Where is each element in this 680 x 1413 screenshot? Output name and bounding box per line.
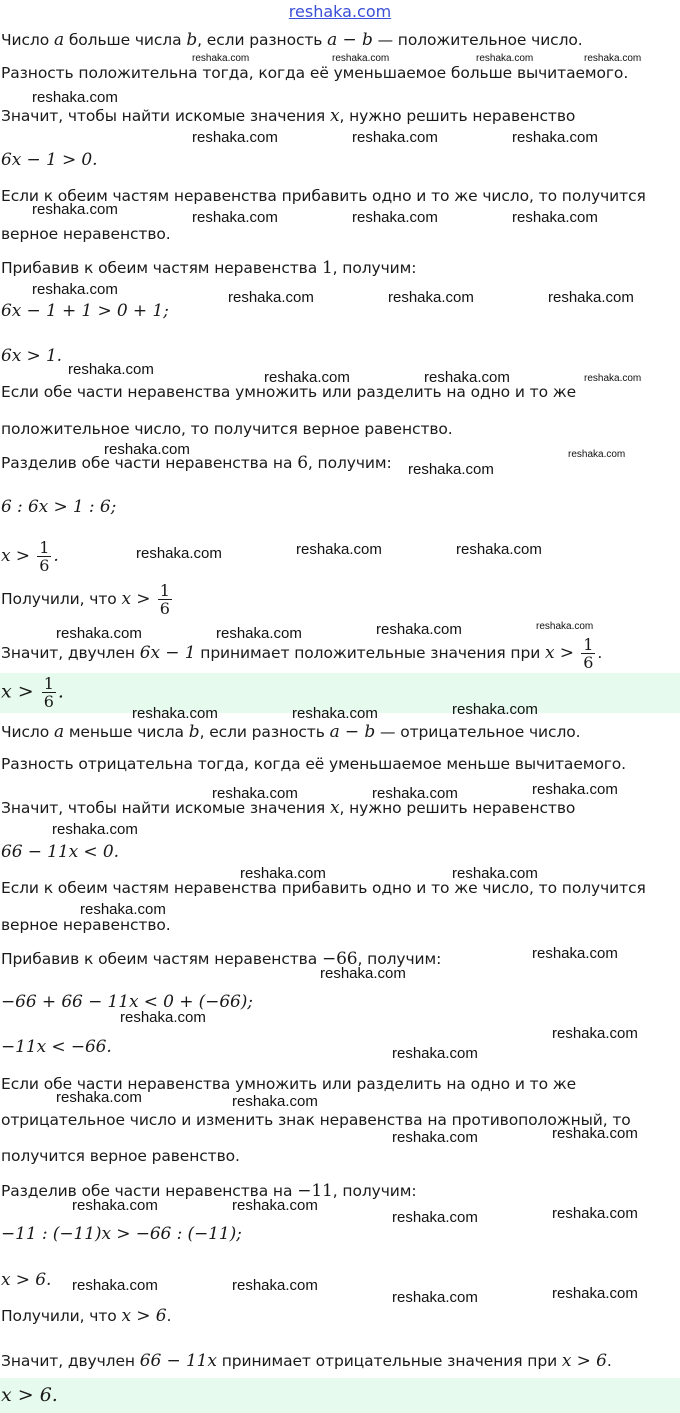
math-var: 6 (297, 453, 308, 473)
watermark: reshaka.com (120, 1009, 206, 1026)
math-text: . (53, 546, 59, 566)
text: Число (1, 31, 54, 49)
watermark: reshaka.com (372, 785, 458, 802)
watermark: reshaka.com (584, 373, 642, 384)
text-line: отрицательное число и изменить знак неравенства на противоположный, то (1, 1111, 631, 1129)
math-expr: x > 6 (121, 1306, 167, 1326)
text: больше числа (64, 31, 187, 49)
watermark: reshaka.com (292, 705, 378, 722)
site-header-link[interactable]: reshaka.com (288, 2, 392, 21)
watermark: reshaka.com (212, 785, 298, 802)
text-line (1, 106, 575, 126)
text-line (1, 1306, 171, 1326)
text-line (1, 722, 580, 742)
text-line (1, 580, 174, 618)
math-var: b (188, 722, 200, 742)
text: . (166, 1307, 172, 1325)
text: . (597, 644, 603, 662)
fraction (158, 582, 172, 617)
text-line: Если обе части неравенства умножить или разделить на одно и то же (1, 1075, 577, 1093)
text-line (1, 453, 392, 473)
watermark: reshaka.com (452, 865, 538, 882)
watermark: reshaka.com (408, 461, 494, 478)
text-line: верное неравенство. (1, 916, 171, 934)
watermark: reshaka.com (548, 289, 634, 306)
watermark: reshaka.com (320, 965, 406, 982)
watermark: reshaka.com (240, 865, 326, 882)
fraction-denominator: 6 (159, 599, 170, 618)
watermark: reshaka.com (456, 541, 542, 558)
math-line (1, 537, 59, 575)
text: , получим: (357, 950, 442, 968)
text-line: Разность отрицательна тогда, когда её уменьшаемое меньше вычитаемого. (1, 755, 626, 773)
watermark: reshaka.com (72, 1277, 158, 1294)
watermark: reshaka.com (232, 1197, 318, 1214)
text: Число (1, 723, 54, 741)
answer-math: x > (1, 680, 40, 703)
text-line: Если обе части неравенства умножить или разделить на одно и то же (1, 383, 577, 401)
watermark: reshaka.com (536, 621, 594, 632)
watermark: reshaka.com (376, 621, 462, 638)
watermark: reshaka.com (32, 201, 118, 218)
watermark: reshaka.com (136, 545, 222, 562)
text: , получим: (332, 1182, 417, 1200)
text: , нужно решить неравенство (339, 107, 576, 125)
math-expr: x > (545, 643, 580, 663)
watermark: reshaka.com (264, 369, 350, 386)
watermark: reshaka.com (32, 281, 118, 298)
math-var: −11 (297, 1181, 333, 1201)
watermark: reshaka.com (392, 1045, 478, 1062)
text-line (1, 1351, 612, 1371)
text-line (1, 30, 583, 50)
fraction-numerator: 1 (39, 538, 50, 557)
text-line: положительное число, то получится верное равенство. (1, 420, 453, 438)
text-line: Разность положительна тогда, когда её уменьшаемое больше вычитаемого. (1, 64, 629, 82)
watermark: reshaka.com (392, 1289, 478, 1306)
text: Значит, чтобы найти искомые значения (1, 107, 330, 125)
text: Значит, двучлен (1, 644, 140, 662)
math-expr: a − b (329, 722, 376, 742)
math-var: 1 (321, 258, 333, 278)
text: Значит, чтобы найти искомые значения (1, 799, 330, 817)
watermark: reshaka.com (296, 541, 382, 558)
answer-box (0, 1378, 680, 1413)
watermark: reshaka.com (568, 449, 626, 460)
text: . (606, 1352, 612, 1370)
text: Получили, что (1, 1307, 122, 1325)
watermark: reshaka.com (512, 129, 598, 146)
math-var: x (329, 798, 340, 818)
fraction-denominator: 6 (583, 653, 594, 672)
text-line: получится верное равенство. (1, 1147, 240, 1165)
watermark: reshaka.com (104, 441, 190, 458)
watermark: reshaka.com (532, 945, 618, 962)
text: Прибавив к обеим частям неравенства (1, 259, 322, 277)
watermark: reshaka.com (56, 1089, 142, 1106)
text-line: Если к обеим частям неравенства прибавить одно и то же число, то получится (1, 879, 646, 897)
watermark: reshaka.com (132, 705, 218, 722)
watermark: reshaka.com (332, 53, 390, 64)
text-line: Если к обеим частям неравенства прибавить одно и то же число, то получится (1, 187, 646, 205)
math-line: −11 : (−11)x > −66 : (−11); (1, 1224, 242, 1244)
watermark: reshaka.com (476, 53, 534, 64)
watermark: reshaka.com (192, 129, 278, 146)
text: , если разность (197, 31, 328, 49)
text: — положительное число. (372, 31, 583, 49)
watermark: reshaka.com (228, 289, 314, 306)
fraction-numerator: 1 (159, 581, 170, 600)
math-line: −11x < −66. (1, 1037, 112, 1057)
math-var: a (53, 30, 64, 50)
math-expr: a − b (327, 30, 373, 50)
text: Значит, двучлен (1, 1352, 140, 1370)
watermark: reshaka.com (68, 361, 154, 378)
text-line (1, 258, 416, 278)
text: — отрицательное число. (375, 723, 581, 741)
fraction-denominator: 6 (43, 692, 54, 711)
watermark: reshaka.com (352, 209, 438, 226)
math-line: 6x − 1 > 0. (1, 150, 98, 170)
math-line: 66 − 11x < 0. (1, 842, 119, 862)
text-line (1, 1181, 416, 1201)
watermark: reshaka.com (552, 1125, 638, 1142)
fraction (37, 539, 51, 574)
watermark: reshaka.com (584, 53, 642, 64)
math-line: 6x > 1. (1, 346, 62, 366)
math-line: 6x − 1 + 1 > 0 + 1; (1, 301, 169, 321)
watermark: reshaka.com (392, 1129, 478, 1146)
watermark: reshaka.com (72, 1197, 158, 1214)
math-line: −66 + 66 − 11x < 0 + (−66); (1, 992, 253, 1012)
math-line: x > 6. (1, 1270, 52, 1290)
watermark: reshaka.com (80, 901, 166, 918)
watermark: reshaka.com (512, 209, 598, 226)
watermark: reshaka.com (192, 209, 278, 226)
watermark: reshaka.com (452, 701, 538, 718)
text: меньше числа (64, 723, 189, 741)
text: Разделив обе части неравенства на (1, 454, 298, 472)
fraction-numerator: 1 (583, 635, 594, 654)
watermark: reshaka.com (388, 289, 474, 306)
math-expr: x > (121, 589, 156, 609)
math-expr: x > 6 (561, 1351, 607, 1371)
text: Разделив обе части неравенства на (1, 1182, 298, 1200)
answer-text: x > 6. (1, 1384, 58, 1406)
math-expr: 6x − 1 (139, 643, 196, 663)
watermark: reshaka.com (424, 369, 510, 386)
watermark: reshaka.com (392, 1209, 478, 1226)
text: Прибавив к обеим частям неравенства (1, 950, 322, 968)
watermark: reshaka.com (32, 89, 118, 106)
math-expr: 66 − 11x (139, 1351, 217, 1371)
fraction (42, 675, 56, 710)
watermark: reshaka.com (192, 53, 250, 64)
watermark: reshaka.com (532, 781, 618, 798)
watermark: reshaka.com (232, 1277, 318, 1294)
text: принимает положительные значения при (195, 644, 546, 662)
watermark: reshaka.com (52, 821, 138, 838)
math-var: b (186, 30, 198, 50)
text: , получим: (332, 259, 417, 277)
answer-text (1, 675, 64, 710)
watermark: reshaka.com (216, 625, 302, 642)
watermark: reshaka.com (232, 1093, 318, 1110)
watermark: reshaka.com (552, 1025, 638, 1042)
answer-math: . (57, 680, 64, 703)
fraction-denominator: 6 (39, 556, 50, 575)
text: , если разность (199, 723, 330, 741)
watermark: reshaka.com (56, 625, 142, 642)
math-var: −66 (321, 949, 358, 969)
text: принимает отрицательные значения при (216, 1352, 562, 1370)
math-line: 6 : 6x > 1 : 6; (1, 497, 117, 517)
math-var: x (329, 106, 340, 126)
math-text: x > (1, 546, 36, 566)
watermark: reshaka.com (552, 1205, 638, 1222)
text: Получили, что (1, 590, 122, 608)
text: , получим: (307, 454, 392, 472)
text: , нужно решить неравенство (339, 799, 576, 817)
watermark: reshaka.com (552, 1285, 638, 1302)
fraction (581, 636, 595, 671)
fraction-numerator: 1 (43, 674, 54, 693)
text-line: верное неравенство. (1, 225, 171, 243)
math-var: a (53, 722, 64, 742)
watermark: reshaka.com (352, 129, 438, 146)
